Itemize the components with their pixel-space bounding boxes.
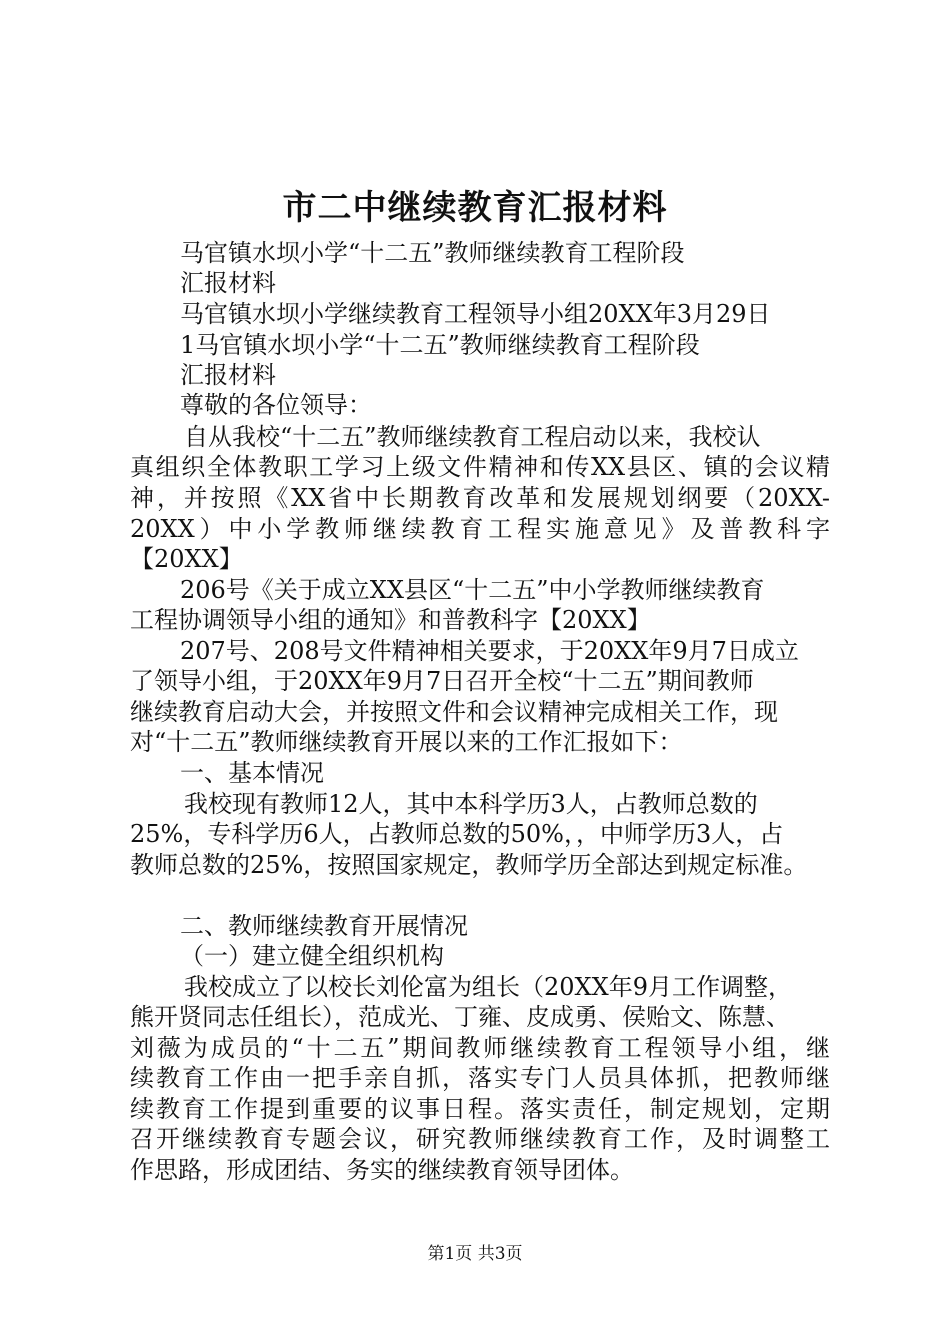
page-footer: 第1页 共3页	[427, 1244, 523, 1264]
text-line: 工程协调领导小组的通知》和普教科字【20XX】	[130, 606, 651, 634]
text-line: 熊开贤同志任组长），范成光、丁雍、皮成勇、侯贻文、陈慧、	[130, 1003, 790, 1031]
text-line: 继续教育启动大会，并按照文件和会议精神完成相关工作，现	[130, 698, 778, 726]
text-line: 神，并按照《XX省中长期教育改革和发展规划纲要（20XX-	[130, 484, 830, 512]
text-line: 我校现有教师12人，其中本科学历3人，占教师总数的	[184, 790, 758, 818]
text-line: 汇报材料	[180, 361, 276, 389]
text-line: 了领导小组，于20XX年9月7日召开全校“十二五”期间教师	[130, 667, 754, 695]
text-line: 教师总数的25%，按照国家规定，教师学历全部达到规定标准。	[130, 851, 808, 879]
text-line: 对“十二五”教师继续教育开展以来的工作汇报如下：	[130, 728, 683, 756]
text-line: 召开继续教育专题会议，研究教师继续教育工作，及时调整工	[130, 1125, 830, 1153]
text-line: 续教育工作提到重要的议事日程。落实责任，制定规划，定期	[130, 1095, 830, 1123]
text-line: 作思路，形成团结、务实的继续教育领导团体。	[130, 1156, 634, 1184]
text-line: 尊敬的各位领导：	[180, 391, 372, 419]
subsection-heading: （一）建立健全组织机构	[180, 942, 444, 970]
text-line: 马官镇水坝小学“十二五”教师继续教育工程阶段	[180, 239, 685, 267]
text-line: 1马官镇水坝小学“十二五”教师继续教育工程阶段	[180, 331, 700, 359]
text-line: 刘薇为成员的“十二五”期间教师继续教育工程领导小组，继	[130, 1034, 830, 1062]
text-line: 真组织全体教职工学习上级文件精神和传XX县区、镇的会议精	[130, 453, 830, 481]
text-line: 自从我校“十二五”教师继续教育工程启动以来，我校认	[184, 423, 761, 451]
text-line: 马官镇水坝小学继续教育工程领导小组20XX年3月29日	[180, 300, 771, 328]
text-line: 207号、208号文件精神相关要求，于20XX年9月7日成立	[180, 637, 799, 665]
document-title: 市二中继续教育汇报材料	[282, 188, 668, 228]
text-line: 【20XX】	[130, 545, 243, 573]
text-line: 25%，专科学历6人，占教师总数的50%，，中师学历3人，占	[130, 820, 784, 848]
section-heading: 二、教师继续教育开展情况	[180, 912, 468, 940]
text-line: 续教育工作由一把手亲自抓，落实专门人员具体抓，把教师继	[130, 1064, 830, 1092]
text-line: 206号《关于成立XX县区“十二五”中小学教师继续教育	[180, 576, 765, 604]
text-line: 我校成立了以校长刘伦富为组长（20XX年9月工作调整，	[184, 973, 792, 1001]
text-line: 汇报材料	[180, 269, 276, 297]
section-heading: 一、基本情况	[180, 759, 324, 787]
text-line: 20XX）中小学教师继续教育工程实施意见》及普教科字	[130, 515, 830, 543]
